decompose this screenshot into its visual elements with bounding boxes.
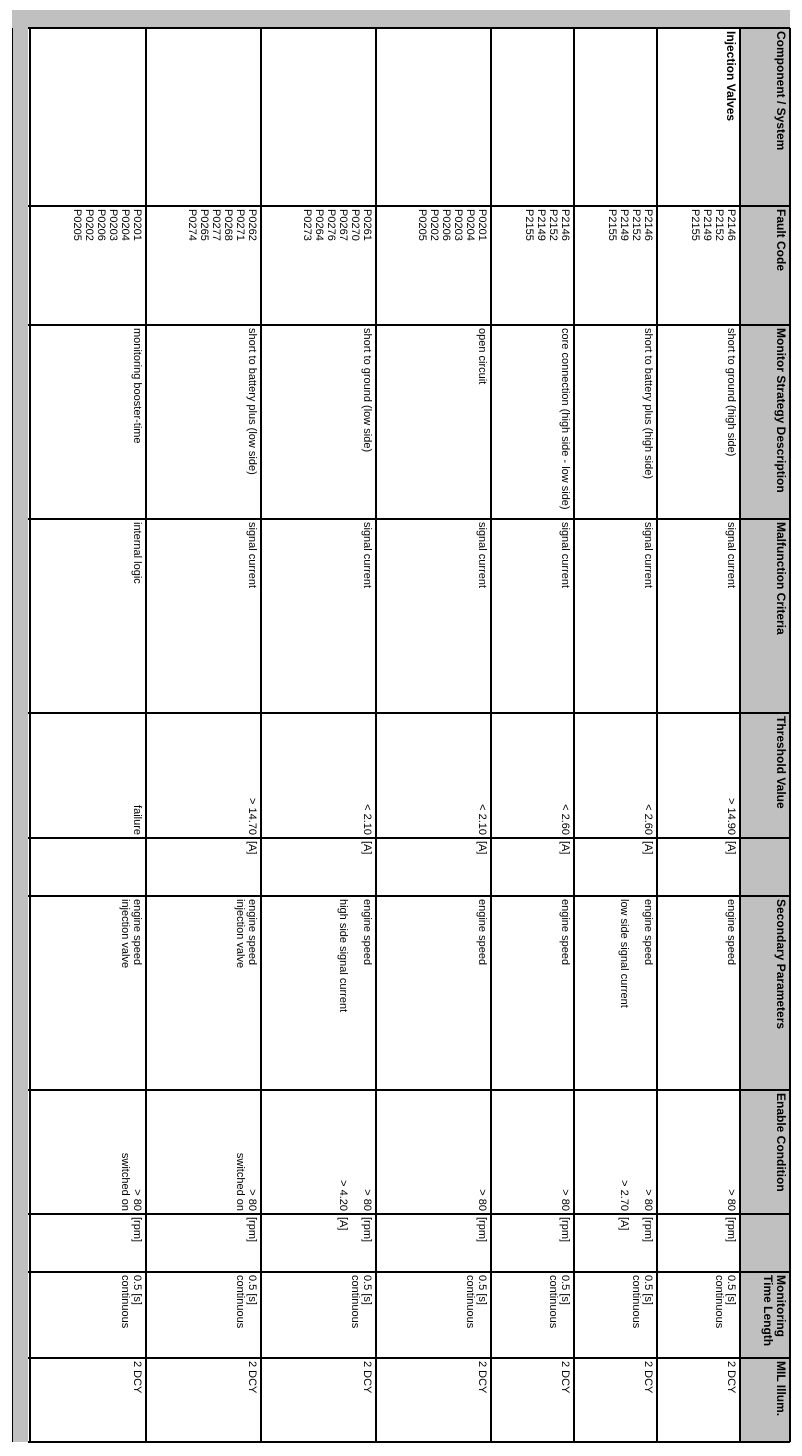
column-header: Threshold Value	[774, 716, 788, 809]
secondary-parameter-list	[657, 896, 738, 1090]
enable-condition-list	[491, 1090, 572, 1214]
secondary-parameter: low side signal current	[618, 899, 630, 1008]
secondary-parameter-list	[574, 896, 655, 1090]
grid-vline	[28, 895, 790, 897]
fault-code: P0274	[186, 209, 198, 241]
secondary-parameter: high side signal current	[337, 899, 349, 1013]
grid-hline	[573, 28, 575, 1442]
fault-code: P2149	[701, 209, 713, 241]
grid-hline	[739, 28, 741, 1442]
secondary-parameter: engine speed	[361, 899, 373, 966]
secondary-parameter: engine speed	[246, 899, 258, 966]
fault-code: P0261	[361, 209, 373, 241]
enable-condition: > 80	[559, 1189, 571, 1211]
fault-code-list	[261, 206, 374, 325]
fault-code: P2152	[630, 209, 642, 241]
fault-code: P0202	[428, 209, 440, 241]
mil-illumination: 2 DCY	[246, 1361, 258, 1394]
enable-condition: > 4.20	[337, 1180, 349, 1211]
enable-condition-list	[261, 1090, 374, 1214]
malfunction-criteria: signal current	[246, 522, 258, 589]
threshold-value: < 2.10	[476, 804, 488, 835]
fault-code-list	[657, 206, 738, 325]
grid-vline	[28, 1213, 790, 1215]
component-name: Injection Valves	[724, 31, 738, 122]
enable-condition: > 80	[246, 1189, 258, 1211]
column-header: Secondary Parameters	[774, 899, 788, 1030]
monitor-strategy: short to battery plus (high side)	[642, 328, 654, 480]
left-band	[12, 10, 790, 28]
grid-hline	[656, 28, 658, 1442]
monitor-strategy: open circuit	[476, 328, 488, 385]
fault-code-list	[376, 206, 489, 325]
fault-code: P2155	[606, 209, 618, 241]
enable-condition: > 2.70	[618, 1180, 630, 1211]
fault-code: P2149	[535, 209, 547, 241]
mil-illumination: 2 DCY	[725, 1361, 737, 1394]
secondary-parameter: injection valve	[234, 899, 246, 969]
grid-hline	[375, 28, 377, 1442]
malfunction-criteria: internal logic	[131, 522, 143, 584]
fault-code: P0203	[107, 209, 119, 241]
grid-vline	[28, 27, 790, 29]
mil-illumination: 2 DCY	[131, 1361, 143, 1394]
fault-code: P0205	[71, 209, 83, 241]
enable-unit-list	[30, 1214, 144, 1272]
enable-condition: switched on	[234, 1152, 246, 1211]
malfunction-criteria: signal current	[559, 522, 571, 589]
threshold-unit: [A]	[476, 841, 488, 855]
enable-condition-list	[30, 1090, 144, 1214]
monitor-strategy: short to battery plus (low side)	[246, 328, 258, 475]
enable-unit-list	[146, 1214, 259, 1272]
enable-condition	[630, 1093, 642, 1211]
fault-code: P0203	[452, 209, 464, 241]
threshold-unit: [A]	[725, 841, 737, 855]
threshold-value: > 14.70	[246, 797, 258, 835]
fault-code: P2146	[559, 209, 571, 241]
secondary-parameter	[630, 899, 642, 1087]
fault-code: P0262	[246, 209, 258, 241]
secondary-parameter-list	[146, 896, 259, 1090]
fault-code-list	[146, 206, 259, 325]
fault-code: P2152	[547, 209, 559, 241]
monitoring-time: 0.5 [s] continuous	[349, 1275, 373, 1329]
enable-unit	[234, 1217, 246, 1269]
fault-code: P2149	[618, 209, 630, 241]
fault-code: P0204	[464, 209, 476, 241]
monitor-strategy: short to ground (high side)	[725, 328, 737, 457]
enable-unit: [A]	[618, 1217, 630, 1231]
grid-hline	[29, 28, 31, 1442]
enable-unit: [rpm]	[476, 1217, 488, 1243]
enable-unit: [rpm]	[246, 1217, 258, 1243]
fault-code: P0202	[83, 209, 95, 241]
threshold-unit	[30, 838, 144, 896]
mil-illumination: 2 DCY	[361, 1361, 373, 1394]
enable-unit: [rpm]	[725, 1217, 737, 1243]
secondary-parameter	[349, 899, 361, 1087]
grid-vline	[28, 1271, 790, 1273]
column-header: Malfunction Criteria	[774, 522, 788, 635]
fault-code: P0201	[131, 209, 143, 241]
bottom-band	[12, 28, 28, 1442]
enable-unit-list	[657, 1214, 738, 1272]
enable-unit-list	[376, 1214, 489, 1272]
threshold-value: < 2.60	[559, 804, 571, 835]
fault-code: P0273	[301, 209, 313, 241]
fault-code-list	[30, 206, 144, 325]
enable-unit-list	[261, 1214, 374, 1272]
enable-condition: > 80	[642, 1189, 654, 1211]
monitoring-time: 0.5 [s] continuous	[119, 1275, 143, 1329]
fault-code: P2146	[642, 209, 654, 241]
fault-code: P0204	[119, 209, 131, 241]
fault-code: P0270	[349, 209, 361, 241]
fault-code: P0276	[325, 209, 337, 241]
grid-vline	[28, 1441, 790, 1443]
threshold-value: < 2.60	[642, 804, 654, 835]
fault-code: P2152	[713, 209, 725, 241]
enable-condition: switched on	[119, 1152, 131, 1211]
column-header: Fault Code	[774, 209, 788, 271]
enable-condition-list	[574, 1090, 655, 1214]
grid-hline	[789, 28, 791, 1442]
malfunction-criteria: signal current	[476, 522, 488, 589]
threshold-unit: [A]	[361, 841, 373, 855]
column-header: Component / System	[774, 31, 788, 151]
grid-hline	[12, 28, 13, 1442]
fault-code: P0265	[198, 209, 210, 241]
fault-code: P0264	[313, 209, 325, 241]
malfunction-criteria: signal current	[725, 522, 737, 589]
secondary-parameter-list	[30, 896, 144, 1090]
monitor-strategy: core connection (high side - low side)	[559, 328, 571, 510]
grid-vline	[28, 1089, 790, 1091]
monitoring-time: 0.5 [s] continuous	[713, 1275, 737, 1329]
malfunction-criteria: signal current	[642, 522, 654, 589]
fault-code: P0206	[95, 209, 107, 241]
monitoring-time: 0.5 [s] continuous	[547, 1275, 571, 1329]
enable-condition: > 80	[361, 1189, 373, 1211]
enable-condition: > 80	[725, 1189, 737, 1211]
column-header	[740, 1214, 788, 1272]
enable-unit-list	[491, 1214, 572, 1272]
enable-condition-list	[657, 1090, 738, 1214]
monitoring-time: 0.5 [s] continuous	[630, 1275, 654, 1329]
monitoring-time: 0.5 [s] continuous	[464, 1275, 488, 1329]
secondary-parameter: engine speed	[725, 899, 737, 966]
enable-condition: > 80	[476, 1189, 488, 1211]
enable-condition: > 80	[131, 1189, 143, 1211]
secondary-parameter-list	[376, 896, 489, 1090]
column-header: Monitor Strategy Description	[774, 328, 788, 493]
monitor-strategy: short to ground (low side)	[361, 328, 373, 453]
threshold-unit: [A]	[642, 841, 654, 855]
fault-code: P0267	[337, 209, 349, 241]
enable-unit	[119, 1217, 131, 1269]
fault-code-list	[574, 206, 655, 325]
monitoring-time: 0.5 [s] continuous	[234, 1275, 258, 1329]
secondary-parameter: engine speed	[559, 899, 571, 966]
fault-code: P0277	[210, 209, 222, 241]
enable-unit: [rpm]	[559, 1217, 571, 1243]
enable-unit	[630, 1217, 642, 1269]
fault-code: P0271	[234, 209, 246, 241]
grid-vline	[28, 1357, 790, 1359]
grid-vline	[28, 712, 790, 714]
threshold-value: failure	[131, 805, 143, 835]
secondary-parameter-list	[491, 896, 572, 1090]
enable-unit: [rpm]	[642, 1217, 654, 1243]
fault-code: P0206	[440, 209, 452, 241]
grid-vline	[28, 205, 790, 207]
fault-code: P0268	[222, 209, 234, 241]
column-header: Enable Condition	[774, 1093, 788, 1192]
enable-unit: [A]	[337, 1217, 349, 1231]
enable-condition	[349, 1093, 361, 1211]
secondary-parameter: engine speed	[476, 899, 488, 966]
column-header: MIL Illum.	[774, 1361, 788, 1417]
grid-hline	[145, 28, 147, 1442]
enable-condition-list	[376, 1090, 489, 1214]
threshold-unit: [A]	[559, 841, 571, 855]
column-header	[740, 838, 788, 896]
enable-unit	[349, 1217, 361, 1269]
enable-unit: [rpm]	[361, 1217, 373, 1243]
grid-hline	[260, 28, 262, 1442]
threshold-value: > 14.90	[725, 797, 737, 835]
mil-illumination: 2 DCY	[642, 1361, 654, 1394]
grid-hline	[490, 28, 492, 1442]
mil-illumination: 2 DCY	[559, 1361, 571, 1394]
mil-illumination: 2 DCY	[476, 1361, 488, 1394]
fault-code: P2146	[725, 209, 737, 241]
secondary-parameter-list	[261, 896, 374, 1090]
secondary-parameter: engine speed	[642, 899, 654, 966]
enable-unit-list	[574, 1214, 655, 1272]
fault-code-list	[491, 206, 572, 325]
threshold-value: < 2.10	[361, 804, 373, 835]
enable-unit: [rpm]	[131, 1217, 143, 1243]
secondary-parameter: injection valve	[119, 899, 131, 969]
fault-code: P2155	[523, 209, 535, 241]
grid-vline	[28, 518, 790, 520]
monitor-strategy: monitoring booster-time	[131, 328, 143, 444]
fault-code: P0205	[416, 209, 428, 241]
column-header: Monitoring Time Length	[761, 1275, 788, 1347]
enable-condition-list	[146, 1090, 259, 1214]
grid-vline	[28, 324, 790, 326]
grid-vline	[28, 837, 790, 839]
fault-code: P0201	[476, 209, 488, 241]
threshold-unit: [A]	[246, 841, 258, 855]
fault-code: P2155	[689, 209, 701, 241]
secondary-parameter: engine speed	[131, 899, 143, 966]
malfunction-criteria: signal current	[361, 522, 373, 589]
